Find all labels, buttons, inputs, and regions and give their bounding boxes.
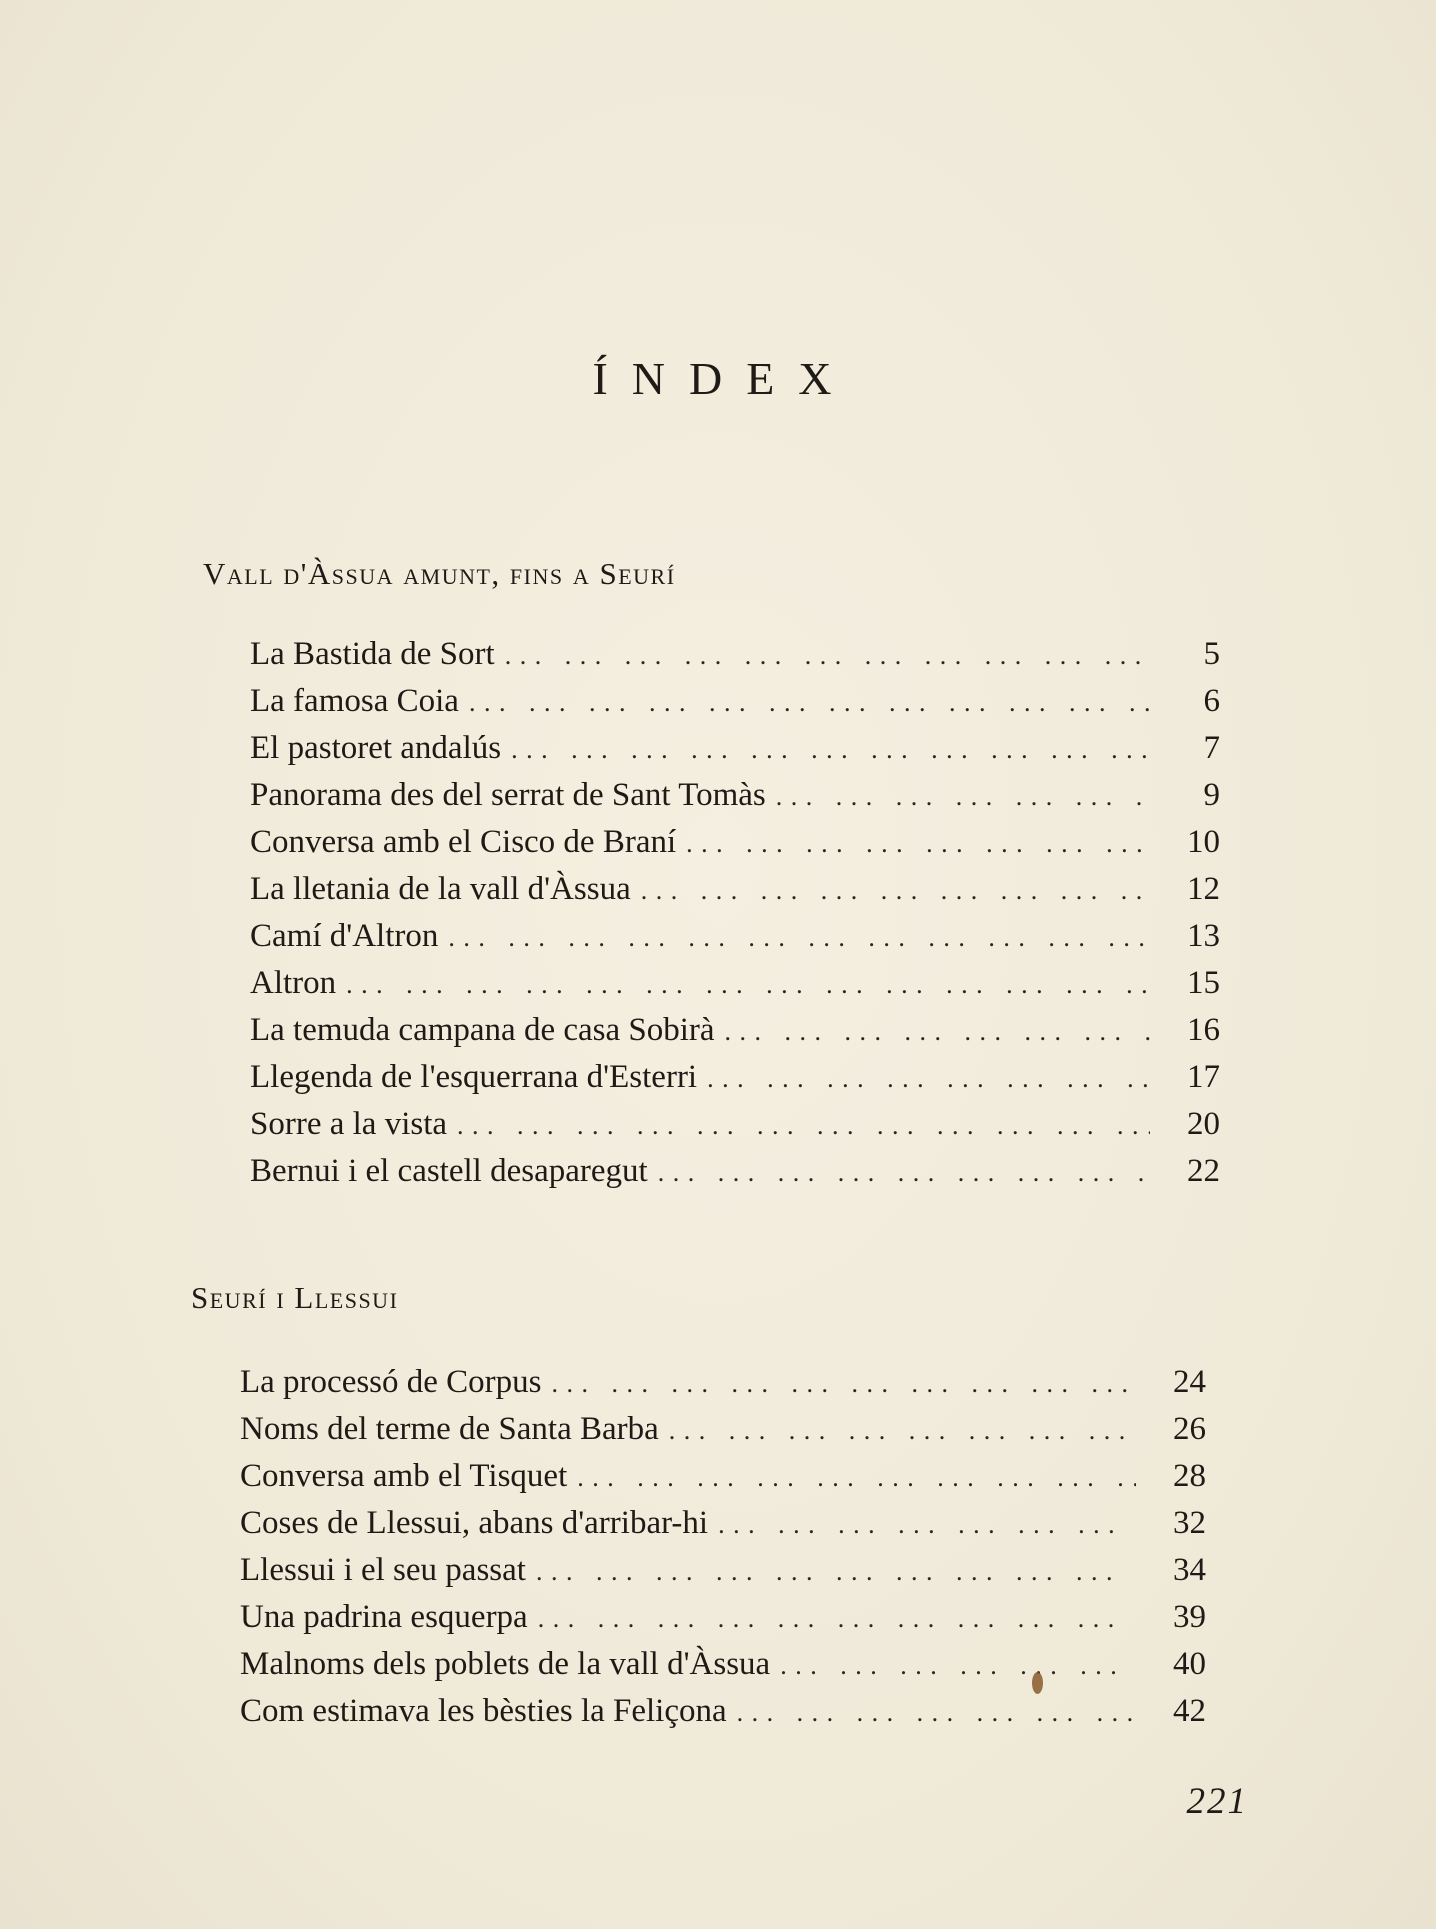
entry-page: 32	[1173, 1505, 1206, 1541]
entry-page: 42	[1173, 1693, 1206, 1729]
page-title: ÍNDEX	[592, 353, 856, 404]
entry-title: La lletania de la vall d'Àssua	[250, 871, 631, 907]
entry-page: 5	[1203, 636, 1220, 672]
entry-title: Malnoms dels poblets de la vall d'Àssua	[240, 1646, 771, 1682]
entry-title: Altron	[250, 965, 337, 1001]
entry-title: Conversa amb el Cisco de Braní	[250, 824, 677, 860]
entry-title: Llegenda de l'esquerrana d'Esterri	[250, 1059, 698, 1095]
dot-leader	[776, 777, 1150, 814]
dot-leader	[457, 1106, 1150, 1143]
entry-page: 10	[1187, 824, 1220, 860]
entry-page: 39	[1173, 1599, 1206, 1635]
toc-list-section-2	[240, 1364, 1206, 1740]
dot-leader	[346, 965, 1150, 1002]
entry-page: 34	[1173, 1552, 1206, 1588]
toc-entry	[250, 1012, 1220, 1059]
page-number: 221	[1186, 1781, 1248, 1822]
entry-title: Sorre a la vista	[250, 1106, 448, 1142]
toc-entry	[250, 777, 1220, 824]
entry-title: Noms del terme de Santa Barba	[240, 1411, 659, 1447]
toc-entry	[250, 683, 1220, 730]
toc-entry	[250, 824, 1220, 871]
dot-leader	[737, 1693, 1136, 1730]
toc-entry	[240, 1552, 1206, 1599]
dot-leader	[511, 730, 1150, 767]
dot-leader	[448, 918, 1150, 955]
entry-page: 24	[1173, 1364, 1206, 1400]
entry-title: La temuda campana de casa Sobirà	[250, 1012, 715, 1048]
dot-leader	[536, 1552, 1136, 1589]
dot-leader	[658, 1153, 1150, 1190]
entry-title: Una padrina esquerpa	[240, 1599, 528, 1635]
toc-entry	[250, 871, 1220, 918]
toc-entry	[240, 1693, 1206, 1740]
entry-page: 26	[1173, 1411, 1206, 1447]
entry-title: El pastoret andalús	[250, 730, 502, 766]
dot-leader	[725, 1012, 1150, 1049]
dot-leader	[641, 871, 1150, 908]
dot-leader	[577, 1458, 1136, 1495]
entry-page: 17	[1187, 1059, 1220, 1095]
dot-leader	[538, 1599, 1136, 1636]
section-heading-vall-dassua: Vall d'Àssua amunt, fins a Seurí	[203, 556, 676, 591]
section-heading-seuri-llessui: Seurí i Llessui	[191, 1280, 399, 1315]
entry-title: La processó de Corpus	[240, 1364, 542, 1400]
toc-entry	[250, 730, 1220, 777]
entry-page: 13	[1187, 918, 1220, 954]
toc-entry	[240, 1599, 1206, 1646]
toc-entry	[240, 1364, 1206, 1411]
toc-entry	[250, 1153, 1220, 1200]
dot-leader	[669, 1411, 1136, 1448]
toc-entry	[250, 918, 1220, 965]
toc-entry	[240, 1458, 1206, 1505]
entry-title: Com estimava les bèsties la Feliçona	[240, 1693, 727, 1729]
entry-page: 12	[1187, 871, 1220, 907]
toc-list-section-1	[250, 636, 1220, 1200]
toc-entry	[240, 1411, 1206, 1458]
ink-stain	[1032, 1672, 1043, 1694]
entry-page: 15	[1187, 965, 1220, 1001]
entry-title: Camí d'Altron	[250, 918, 439, 954]
toc-entry	[250, 1059, 1220, 1106]
dot-leader	[780, 1646, 1136, 1683]
dot-leader	[707, 1059, 1150, 1096]
entry-title: Llessui i el seu passat	[240, 1552, 526, 1588]
toc-entry	[250, 1106, 1220, 1153]
entry-title: Panorama des del serrat de Sant Tomàs	[250, 777, 766, 813]
dot-leader	[552, 1364, 1136, 1401]
dot-leader	[718, 1505, 1136, 1542]
entry-page: 22	[1187, 1153, 1220, 1189]
entry-title: Conversa amb el Tisquet	[240, 1458, 568, 1494]
dot-leader	[686, 824, 1150, 861]
toc-entry	[240, 1646, 1206, 1693]
entry-page: 9	[1203, 777, 1220, 813]
toc-entry	[240, 1505, 1206, 1552]
entry-page: 28	[1173, 1458, 1206, 1494]
entry-title: La Bastida de Sort	[250, 636, 495, 672]
dot-leader	[505, 636, 1150, 673]
entry-page: 7	[1203, 730, 1220, 766]
toc-entry	[250, 965, 1220, 1012]
entry-page: 16	[1187, 1012, 1220, 1048]
entry-page: 6	[1203, 683, 1220, 719]
toc-entry	[250, 636, 1220, 683]
entry-title: Bernui i el castell desaparegut	[250, 1153, 648, 1189]
entry-title: La famosa Coia	[250, 683, 459, 719]
entry-page: 20	[1187, 1106, 1220, 1142]
entry-title: Coses de Llessui, abans d'arribar-hi	[240, 1505, 709, 1541]
entry-page: 40	[1173, 1646, 1206, 1682]
dot-leader	[469, 683, 1150, 720]
